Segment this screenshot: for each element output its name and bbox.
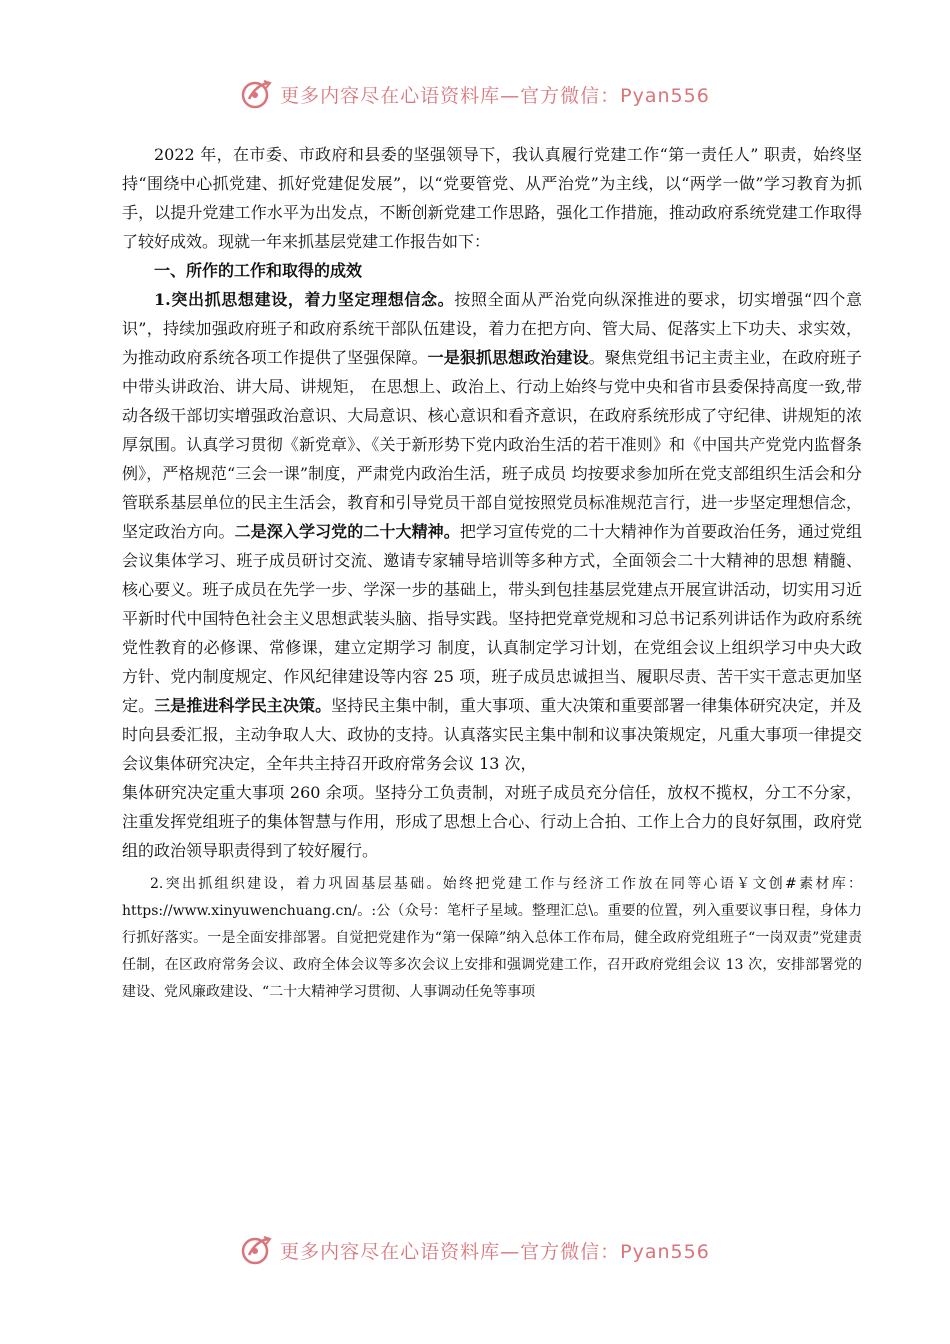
section-1-text: 按照全面从严治党向纵深推进的要求，切实增强“四个意识”，持续加强政府班子和政府系统干部队伍建设，着力在把方向、管大局、促落实上下功夫、求实效，为推动政府系统各项工作提供了坚强保障。 xyxy=(122,290,862,367)
point-1-title: 一是狠抓思想政治建设 xyxy=(427,348,589,367)
point-2-title: 二是深入学习党的二十大精神。 xyxy=(234,522,460,541)
watermark-banner-top xyxy=(0,72,950,116)
watermark-text: 更多内容尽在心语资料库—官方微信：Pyan556 xyxy=(280,1240,710,1263)
watermark-text: 更多内容尽在心语资料库—官方微信：Pyan556 xyxy=(280,84,710,107)
point-3-title: 三是推进科学民主决策。 xyxy=(154,696,332,715)
point-3-text: 坚持民主集中制，重大事项、重大决策和重要部署一律集体研究决定，并及时向县委汇报，主动争取人大、政协的支持。认真落实民主集中制和议事决策规定，凡重大事项一律提交会议集体研究决定，全年共主持召开政府常务会议 13 次， xyxy=(122,696,862,773)
point-2-text: 把学习宣传党的二十大精神作为首要政治任务，通过党组会议集体学习、班子成员研讨交流、邀请专家辅导培训等多种方式，全面领会二十大精神的思想 精髓、核心要义。班子成员在先学一步、学深一步的基础上，带头到包挂基层党建点开展宣讲活动，切实用习近平新时代中国特色社会主义思想武装头脑、指导实践。坚持把党章党规和习总书记系列讲话作为政府系统党性教育的必修课、常修课，建立定期学习 制度，认真制定学习计划，在党组会议上组织学习中央大政方针、党内制度规定、作风纪律建设等内容 25 项，班子成员忠诚担当、履职尽责、苦干实干意志更加坚定。 xyxy=(122,522,862,715)
section-1-paragraph xyxy=(122,285,862,778)
watermark-logo-icon xyxy=(240,1233,274,1267)
point-1-text: 。聚焦党组书记主责主业，在政府班子中带头讲政治、讲大局、讲规矩， 在思想上、政治上、行动上始终与党中央和省市县委保持高度一致,带动各级干部切实增强政治意识、大局意识、核心意识和看齐意识，在政府系统形成了守纪律、讲规矩的浓厚氛围。认真学习贯彻《新党章》、《关于新形势下党内政治生活的若干准则》和《中国共产党党内监督条例》，严格规范“三会一课”制度，严肃党内政治生活，班子成员 均按要求参加所在党支部组织生活会和分管联系基层单位的民主生活会，教育和引导党员干部自觉按照党员标准规范言行，进一步坚定理想信念，坚定政治方向。 xyxy=(122,348,862,541)
section-2-paragraph: 2.突出抓组织建设，着力巩固基层基础。始终把党建工作与经济工作放在同等心语￥文创#素材库：https://www.xinyuwenchuang.cn/。:公（众号：笔杆子星域。整理汇总\。重要的位置，列入重要议事日程，身体力行抓好落实。一是全面安排部署。自觉把党建作为“第一保障”纳入总体工作布局，健全政府党组班子“一岗双责”党建责任制，在区政府常务会议、政府全体会议等多次会议上安排和强调党建工作，召开政府党组会议 13 次，安排部署党的建设、党风廉政建设、“二十大精神学习贯彻、人事调动任免等事项 xyxy=(122,876,862,1000)
continuation-paragraph: 集体研究决定重大事项 260 余项。坚持分工负责制，对班子成员充分信任，放权不揽权，分工不分家，注重发挥党组班子的集体智慧与作用，形成了思想上合心、行动上合拍、工作上合力的良好氛围，政府党组的政治领导职责得到了较好履行。 xyxy=(122,783,862,860)
intro-paragraph: 2022 年，在市委、市政府和县委的坚强领导下，我认真履行党建工作“第一责任人” 职责，始终坚持“围绕中心抓党建、抓好党建促发展”，以“党要管党、从严治党”为主线，以“两学一做”学习教育为抓手，以提升党建工作水平为出发点，不断创新党建工作思路，强化工作措施，推动政府系统党建工作取得了较好成效。现就一年来抓基层党建工作报告如下： xyxy=(122,145,862,251)
watermark-banner-bottom xyxy=(0,1228,950,1272)
document-body xyxy=(122,140,862,1006)
section-heading: 一、所作的工作和取得的成效 xyxy=(154,261,363,280)
watermark-logo-icon xyxy=(240,77,274,111)
section-1-title: 1.突出抓思想建设，着力坚定理想信念。 xyxy=(154,290,455,309)
